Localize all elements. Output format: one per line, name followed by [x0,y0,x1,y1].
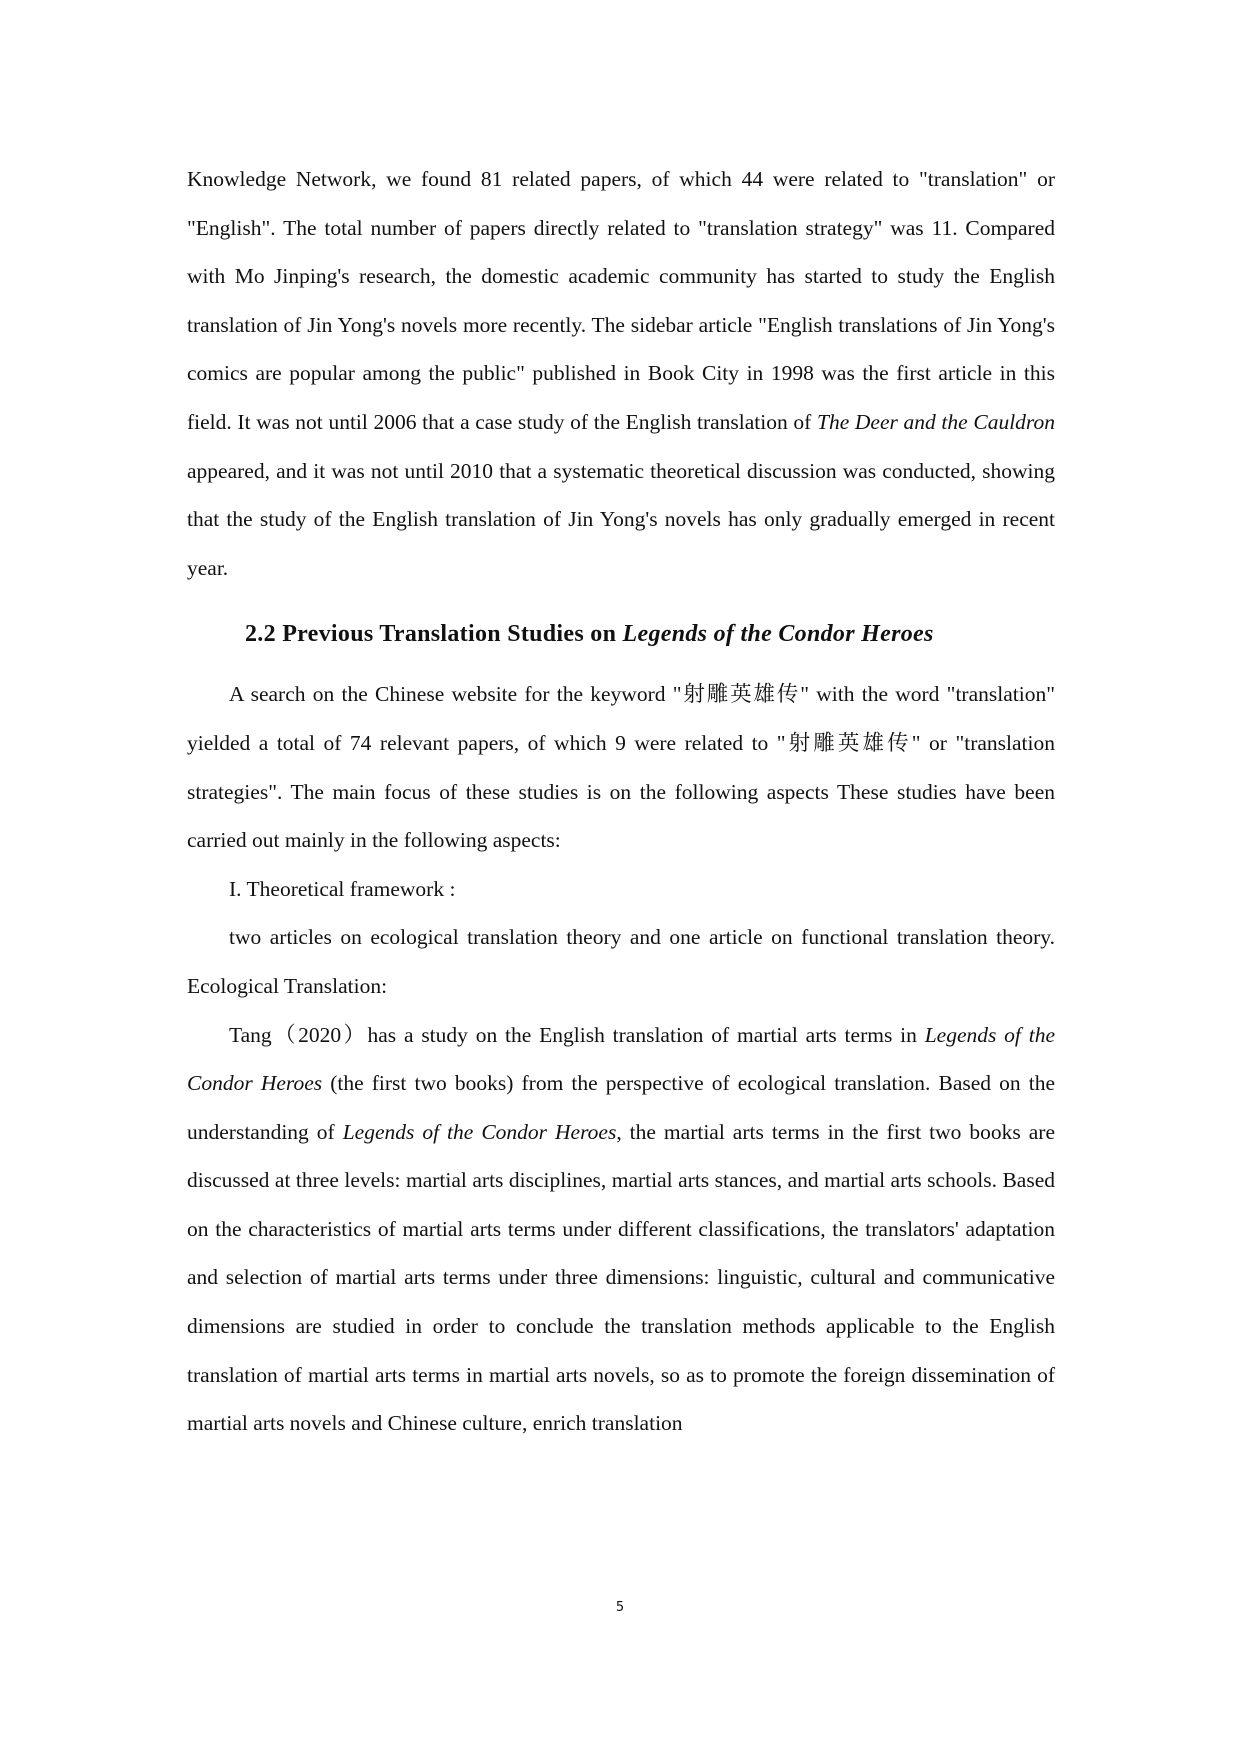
text-segment: I. Theoretical framework : [229,876,456,901]
paragraph-framework-label [187,865,1055,914]
paragraph-search [187,670,1055,864]
heading-text: 2.2 Previous Translation Studies on [245,621,623,648]
page-number: 5 [615,1600,625,1615]
paragraph-framework-desc [187,913,1055,1010]
text-segment: , the martial arts terms in the first two books are discussed at three levels: martial arts disciplines, martial arts stances, and martial arts schools. Based on the characteristics of martial arts terms under different classifications, the translators' adaptation and selection of martial arts terms under three dimensions: linguistic, cultural and communicative dimensions are studied in order to conclude the translation methods applicable to the English translation of martial arts terms in martial arts novels, so as to promote the foreign dissemination of martial arts novels and Chinese culture, enrich translation [187,1119,1056,1436]
italic-title: Legends of the Condor Heroes [187,1022,1055,1096]
text-segment: appeared, and it was not until 2010 that a systematic theoretical discussion was conducted, showing that the study of the English translation of Jin Yong's novels has only gradually emerged in recent year. [187,458,1055,580]
heading-italic-title: Legends of the Condor Heroes [622,621,934,648]
text-segment: two articles on ecological translation theory and one article on functional translation theory. Ecological Translation: [187,925,1055,998]
text-segment: Knowledge Network, we found 81 related papers, of which 44 were related to "translation" or "English". The total number of papers directly related to "translation strategy" was 11. Compared with Mo Jinping's research, the domestic academic community has started to study the English translation of Jin Yong's novels more recently. The sidebar article "English translations of Jin Yong's comics are popular among the public" published in Book City in 1998 was the first article in this field. It was not until 2006 that a case study of the English translation of [187,167,1055,434]
text-segment: Tang（2020）has a study on the English translation of martial arts terms in [229,1022,925,1047]
text-segment: A search on the Chinese website for the keyword "射雕英雄传" with the word "translation" yielded a total of 74 relevant papers, of which 9 were related to "射雕英雄传" or "translation strategies". The main focus of these studies is on the following aspects These studies have been carried out mainly in the following aspects: [187,682,1055,853]
paragraph-intro [187,155,1055,592]
document-page [187,155,1055,1448]
italic-title: Legends of the Condor Heroes [342,1119,617,1144]
text-segment: (the first two books) from the perspective of ecological translation. Based on the understanding of [187,1071,1055,1144]
section-heading [187,610,1055,658]
italic-title: The Deer and the Cauldron [816,409,1055,434]
paragraph-tang [187,1011,1055,1448]
